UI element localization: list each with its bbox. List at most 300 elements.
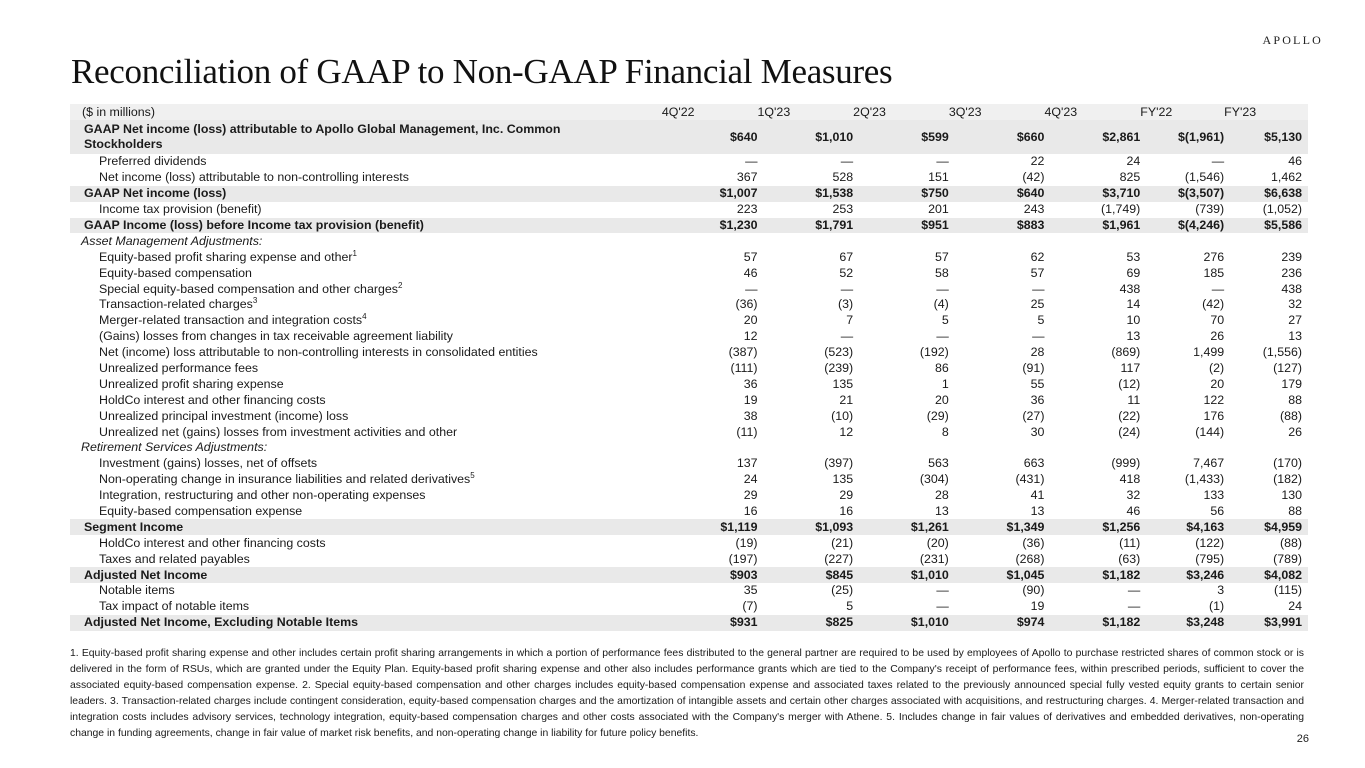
row-label <box>70 218 662 234</box>
cell-value: 151 <box>928 170 949 185</box>
cell-value: 67 <box>839 249 854 264</box>
row-label <box>70 504 662 520</box>
row-label-text: Net income (loss) attributable to non-controlling interests <box>99 170 409 185</box>
row-label <box>70 120 662 154</box>
cell-value: 276 <box>1203 249 1225 264</box>
section-header-row <box>70 233 1308 249</box>
cell-value: (268) <box>1015 551 1045 566</box>
column-header-1q23: 1Q'23 <box>758 104 854 120</box>
cell-value: $1,010 <box>758 120 854 154</box>
cell-value: 38 <box>743 408 758 423</box>
page-number: 26 <box>1296 733 1309 745</box>
column-header-fy23: FY'23 <box>1224 104 1308 120</box>
column-header-4q23: 4Q'23 <box>1044 104 1140 120</box>
table-row <box>70 551 1308 567</box>
row-label-text: Segment Income <box>84 519 184 534</box>
cell-value: 10 <box>1126 313 1141 328</box>
cell-value: $1,010 <box>853 567 949 583</box>
column-header-fy22: FY'22 <box>1140 104 1224 120</box>
cell-value: (869) <box>1111 345 1141 360</box>
row-label-text: HoldCo interest and other financing costs <box>99 392 326 407</box>
cell-value: $(1,961) <box>1140 120 1224 154</box>
cell-value: — <box>1127 599 1141 614</box>
cell-value: $1,007 <box>662 186 758 202</box>
cell-value: 30 <box>1030 424 1045 439</box>
row-label-text: Integration, restructuring and other non-operating expenses <box>99 488 426 503</box>
table-row <box>70 329 1308 345</box>
row-label <box>70 249 662 265</box>
cell-value: (1) <box>1209 599 1225 614</box>
table-row <box>70 249 1308 265</box>
cell-value: 20 <box>1210 376 1225 391</box>
row-label-text: Notable items <box>99 583 175 598</box>
cell-value: — <box>936 154 949 169</box>
cell-value: $825 <box>758 615 854 631</box>
cell-value: 24 <box>1288 599 1302 614</box>
cell-value: 8 <box>941 424 949 439</box>
cell-value: $640 <box>662 120 758 154</box>
cell-value: (10) <box>831 408 854 423</box>
cell-value <box>853 440 949 456</box>
cell-value: $1,961 <box>1044 218 1140 234</box>
cell-value: $1,093 <box>758 519 854 535</box>
cell-value: (999) <box>1111 456 1141 471</box>
cell-value: 11 <box>1127 392 1141 407</box>
table-row <box>70 488 1308 504</box>
cell-value: 137 <box>736 456 758 471</box>
footnote-marker: 3 <box>252 296 258 306</box>
table-row <box>70 472 1308 488</box>
row-label-text: Income tax provision (benefit) <box>99 202 262 217</box>
cell-value: 825 <box>1119 170 1141 185</box>
cell-value: (11) <box>736 424 758 439</box>
cell-value <box>1224 440 1308 456</box>
cell-value: (387) <box>728 345 758 360</box>
cell-value: 12 <box>839 424 854 439</box>
cell-value: — <box>936 281 949 296</box>
row-label <box>70 599 662 615</box>
row-label <box>70 472 662 488</box>
cell-value: (42) <box>1022 170 1045 185</box>
apollo-logo: APOLLO <box>1262 33 1323 47</box>
cell-value: $1,119 <box>662 519 758 535</box>
cell-value: 3 <box>1217 583 1225 598</box>
cell-value: 46 <box>1126 504 1141 519</box>
subtotal-row <box>70 120 1308 154</box>
cell-value <box>758 440 854 456</box>
row-label <box>70 408 662 424</box>
cell-value: $(3,507) <box>1140 186 1224 202</box>
cell-value: 223 <box>736 202 758 217</box>
row-label-text: Merger-related transaction and integration costs <box>99 313 363 328</box>
cell-value: 22 <box>1030 154 1045 169</box>
cell-value: (1,556) <box>1262 345 1302 360</box>
row-label <box>70 154 662 170</box>
row-label <box>70 361 662 377</box>
cell-value: 563 <box>928 456 949 471</box>
cell-value: 26 <box>1288 424 1302 439</box>
cell-value: $(4,246) <box>1140 218 1224 234</box>
cell-value <box>1044 440 1140 456</box>
cell-value <box>949 233 1045 249</box>
cell-value: (122) <box>1195 535 1225 550</box>
row-label <box>70 186 662 202</box>
cell-value: 28 <box>935 488 949 503</box>
cell-value <box>1224 233 1308 249</box>
cell-value: 52 <box>839 265 854 280</box>
cell-value: 46 <box>1288 154 1302 169</box>
cell-value: 88 <box>1288 504 1302 519</box>
row-label <box>70 170 662 186</box>
cell-value: $750 <box>853 186 949 202</box>
cell-value <box>662 440 758 456</box>
row-label-text: Non-operating change in insurance liabilities and related derivatives <box>99 472 471 487</box>
cell-value: 5 <box>1037 313 1045 328</box>
row-label <box>70 583 662 599</box>
cell-value: (111) <box>730 361 758 376</box>
cell-value: $4,163 <box>1140 519 1224 535</box>
row-label <box>70 456 662 472</box>
cell-value: 130 <box>1281 488 1302 503</box>
cell-value: 56 <box>1210 504 1225 519</box>
cell-value: (523) <box>824 345 854 360</box>
cell-value: $5,130 <box>1224 120 1308 154</box>
row-label-text: Unrealized profit sharing expense <box>99 376 284 391</box>
cell-value: (21) <box>831 535 854 550</box>
subtotal-row <box>70 519 1308 535</box>
row-label <box>70 424 662 440</box>
cell-value <box>1044 233 1140 249</box>
row-label-text: Unrealized net (gains) losses from investment activities and other <box>99 424 458 439</box>
cell-value: (795) <box>1195 551 1225 566</box>
cell-value: 32 <box>1126 488 1141 503</box>
cell-value: (170) <box>1273 456 1302 471</box>
cell-value: — <box>1211 281 1225 296</box>
cell-value: 1 <box>941 376 949 391</box>
table-row <box>70 170 1308 186</box>
row-label <box>70 202 662 218</box>
section-header-row <box>70 440 1308 456</box>
cell-value: 55 <box>1030 376 1045 391</box>
cell-value: — <box>840 281 854 296</box>
cell-value: (20) <box>926 535 949 550</box>
cell-value: 1,499 <box>1193 345 1225 360</box>
cell-value: (231) <box>919 551 949 566</box>
cell-value: (182) <box>1273 472 1302 487</box>
row-label-text: Net (income) loss attributable to non-controlling interests in consolidated entities <box>99 345 538 360</box>
cell-value: 5 <box>941 313 949 328</box>
cell-value: (90) <box>1022 583 1045 598</box>
footnote-marker: 1 <box>352 248 357 258</box>
cell-value: 21 <box>839 392 854 407</box>
cell-value: — <box>840 154 854 169</box>
table-body <box>70 120 1308 631</box>
cell-value: — <box>840 329 854 344</box>
cell-value: 7 <box>846 313 854 328</box>
row-label-text: GAAP Income (loss) before Income tax provision (benefit) <box>84 218 424 232</box>
row-label-text: Equity-based profit sharing expense and other <box>99 249 353 264</box>
row-label-text: Transaction-related charges <box>99 297 253 312</box>
cell-value: (197) <box>728 551 758 566</box>
table-row <box>70 392 1308 408</box>
cell-value: 663 <box>1023 456 1045 471</box>
subtotal-row <box>70 615 1308 631</box>
cell-value: 28 <box>1030 345 1045 360</box>
cell-value: — <box>936 583 949 598</box>
subtotal-row <box>70 567 1308 583</box>
cell-value: 69 <box>1126 265 1141 280</box>
cell-value: $3,710 <box>1044 186 1140 202</box>
row-label <box>70 519 662 535</box>
cell-value: 35 <box>743 583 758 598</box>
cell-value: 13 <box>1126 329 1141 344</box>
cell-value: 201 <box>928 202 949 217</box>
cell-value: $4,959 <box>1224 519 1308 535</box>
cell-value: — <box>1032 281 1045 296</box>
cell-value: (27) <box>1022 408 1045 423</box>
cell-value: $1,256 <box>1044 519 1140 535</box>
cell-value: 57 <box>743 249 758 264</box>
cell-value: (63) <box>1118 551 1141 566</box>
row-label <box>70 281 662 297</box>
table-row <box>70 408 1308 424</box>
cell-value: 62 <box>1030 249 1045 264</box>
table-row <box>70 361 1308 377</box>
table-row <box>70 297 1308 313</box>
cell-value: 7,467 <box>1193 456 1225 471</box>
cell-value: 36 <box>743 376 758 391</box>
cell-value: — <box>936 599 949 614</box>
cell-value <box>1140 233 1224 249</box>
cell-value <box>662 233 758 249</box>
row-label-text: HoldCo interest and other financing costs <box>99 535 326 550</box>
cell-value: 26 <box>1210 329 1225 344</box>
cell-value: $1,349 <box>949 519 1045 535</box>
cell-value: (1,433) <box>1184 472 1225 487</box>
cell-value: $845 <box>758 567 854 583</box>
cell-value: (1,749) <box>1101 202 1141 217</box>
row-label <box>70 567 662 583</box>
row-label <box>70 440 662 456</box>
row-label <box>70 329 662 345</box>
cell-value: (36) <box>735 297 758 312</box>
table-row <box>70 535 1308 551</box>
row-label-text: GAAP Net income (loss) <box>84 186 227 201</box>
cell-value: — <box>1127 583 1141 598</box>
table-row <box>70 265 1308 281</box>
cell-value: (36) <box>1022 535 1045 550</box>
cell-value: 57 <box>1030 265 1045 280</box>
cell-value: (1,052) <box>1262 202 1302 217</box>
row-label <box>70 376 662 392</box>
cell-value: 25 <box>1030 297 1045 312</box>
cell-value: 418 <box>1119 472 1141 487</box>
cell-value: 20 <box>935 392 949 407</box>
row-label <box>70 297 662 313</box>
cell-value: 528 <box>832 170 854 185</box>
cell-value: $1,182 <box>1044 567 1140 583</box>
column-header-3q23: 3Q'23 <box>949 104 1045 120</box>
cell-value: 88 <box>1288 392 1302 407</box>
cell-value: (192) <box>919 345 949 360</box>
cell-value <box>758 233 854 249</box>
cell-value: 29 <box>839 488 854 503</box>
cell-value: (25) <box>831 583 854 598</box>
cell-value: — <box>1211 154 1225 169</box>
row-label-text: GAAP Net income (loss) attributable to Apollo Global Management, Inc. Common Stockholders <box>84 122 561 151</box>
cell-value: 57 <box>935 249 949 264</box>
row-label <box>70 615 662 631</box>
row-label <box>70 535 662 551</box>
table-row <box>70 599 1308 615</box>
table-row <box>70 376 1308 392</box>
cell-value: (29) <box>926 408 949 423</box>
cell-value: $4,082 <box>1224 567 1308 583</box>
cell-value: (431) <box>1015 472 1045 487</box>
cell-value: 438 <box>1281 281 1302 296</box>
cell-value: $3,246 <box>1140 567 1224 583</box>
cell-value: (739) <box>1195 202 1225 217</box>
reconciliation-table <box>70 104 1308 631</box>
cell-value: $6,638 <box>1224 186 1308 202</box>
table-row <box>70 313 1308 329</box>
cell-value: $660 <box>949 120 1045 154</box>
cell-value: $1,261 <box>853 519 949 535</box>
cell-value: 53 <box>1126 249 1141 264</box>
cell-value: 117 <box>1120 361 1141 376</box>
cell-value: $951 <box>853 218 949 234</box>
cell-value: 13 <box>1030 504 1045 519</box>
row-label <box>70 313 662 329</box>
cell-value: 16 <box>839 504 854 519</box>
cell-value: $1,045 <box>949 567 1045 583</box>
table-row <box>70 281 1308 297</box>
cell-value: 5 <box>846 599 854 614</box>
table-row <box>70 456 1308 472</box>
cell-value: 58 <box>935 265 949 280</box>
cell-value: $1,538 <box>758 186 854 202</box>
row-label-text: Special equity-based compensation and other charges <box>99 281 398 296</box>
row-label-text: Preferred dividends <box>99 154 207 169</box>
cell-value: — <box>1032 329 1045 344</box>
cell-value: 135 <box>832 472 854 487</box>
cell-value: (127) <box>1273 361 1302 376</box>
row-label-text: Investment (gains) losses, net of offsets <box>99 456 318 471</box>
cell-value: 367 <box>736 170 758 185</box>
footnote-marker: 5 <box>470 471 475 481</box>
cell-value: (397) <box>824 456 854 471</box>
cell-value: 36 <box>1030 392 1045 407</box>
subtotal-row <box>70 218 1308 234</box>
cell-value: (115) <box>1273 583 1302 598</box>
row-label-text: Retirement Services Adjustments: <box>81 440 268 455</box>
row-label-text: Taxes and related payables <box>99 551 250 566</box>
cell-value: (12) <box>1118 376 1141 391</box>
subtotal-row <box>70 186 1308 202</box>
row-label-text: Equity-based compensation expense <box>99 504 303 519</box>
table-row <box>70 154 1308 170</box>
table-row <box>70 345 1308 361</box>
cell-value: (88) <box>1279 408 1302 423</box>
cell-value: (19) <box>735 535 758 550</box>
cell-value: $903 <box>662 567 758 583</box>
cell-value: $1,010 <box>853 615 949 631</box>
cell-value: $931 <box>662 615 758 631</box>
cell-value: 46 <box>743 265 758 280</box>
column-header-2q23: 2Q'23 <box>853 104 949 120</box>
cell-value: 16 <box>743 504 758 519</box>
cell-value: — <box>745 281 758 296</box>
cell-value: (91) <box>1022 361 1045 376</box>
row-label <box>70 265 662 281</box>
row-label <box>70 392 662 408</box>
cell-value: — <box>936 329 949 344</box>
cell-value: (42) <box>1202 297 1225 312</box>
page-title: Reconciliation of GAAP to Non-GAAP Financial Measures <box>71 52 893 91</box>
cell-value: 185 <box>1203 265 1225 280</box>
cell-value: (789) <box>1273 551 1302 566</box>
cell-value: $883 <box>949 218 1045 234</box>
cell-value: (88) <box>1279 535 1302 550</box>
footnotes: 1. Equity-based profit sharing expense and other includes certain profit sharing arrangements in which a portion of performance fees distributed to the general partner are required to be used by employees of Apollo to purchase restricted shares of common stock or is delivered in the form of RSUs, which are granted under the Equity Plan. Equity-based profit sharing expense and other also includes performance grants which are tied to the Company's receipt of performance fees, within prescribed periods, sufficient to cover the associated equity-based compensation expense. 2. Special equity-based compensation and other charges includes equity-based compensation expense and associated taxes related to the previously announced special fully vested equity grants to certain senior leaders. 3. Transaction-related charges include contingent consideration, equity-based compensation charges and the amortization of intangible assets and certain other charges associated with acquisitions, and restructuring charges. 4. Merger-related transaction and integration costs includes advisory services, technology integration, equity-based compensation charges and other costs associated with the Company's merger with Athene. 5. Includes change in fair values of derivatives and embedded derivatives, non-operating change in funding agreements, change in fair value of market risk benefits, and non-operating change in liability for future policy benefits. <box>70 648 1304 739</box>
cell-value: 20 <box>743 313 758 328</box>
table-header-row <box>70 104 1308 120</box>
cell-value: (144) <box>1195 424 1225 439</box>
row-label <box>70 233 662 249</box>
row-label-text: Equity-based compensation <box>99 265 252 280</box>
row-label <box>70 488 662 504</box>
cell-value: 438 <box>1119 281 1141 296</box>
row-label <box>70 345 662 361</box>
cell-value: (304) <box>919 472 949 487</box>
unit-label: ($ in millions) <box>70 104 662 120</box>
cell-value: (1,546) <box>1184 170 1225 185</box>
table-row <box>70 583 1308 599</box>
row-label-text: Tax impact of notable items <box>99 599 250 614</box>
row-label-text: (Gains) losses from changes in tax receivable agreement liability <box>99 329 453 344</box>
cell-value: 41 <box>1030 488 1045 503</box>
table-row <box>70 424 1308 440</box>
row-label-text: Adjusted Net Income, Excluding Notable Items <box>84 615 359 630</box>
cell-value: 24 <box>1126 154 1141 169</box>
cell-value: (2) <box>1209 361 1225 376</box>
cell-value: $5,586 <box>1224 218 1308 234</box>
cell-value: 24 <box>743 472 758 487</box>
cell-value: 13 <box>1288 329 1302 344</box>
cell-value: $599 <box>853 120 949 154</box>
cell-value: (22) <box>1118 408 1141 423</box>
row-label-text: Adjusted Net Income <box>84 567 208 582</box>
cell-value: (3) <box>838 297 854 312</box>
cell-value: 19 <box>1030 599 1045 614</box>
cell-value: 176 <box>1203 408 1225 423</box>
footnote-marker: 4 <box>362 312 367 322</box>
cell-value: 12 <box>743 329 758 344</box>
cell-value: $640 <box>949 186 1045 202</box>
cell-value: $3,248 <box>1140 615 1224 631</box>
cell-value: $3,991 <box>1224 615 1308 631</box>
table-row <box>70 202 1308 218</box>
cell-value: (227) <box>824 551 854 566</box>
footnote-marker: 2 <box>397 280 403 290</box>
cell-value: $1,230 <box>662 218 758 234</box>
cell-value: — <box>745 154 758 169</box>
cell-value <box>949 440 1045 456</box>
row-label-text: Unrealized performance fees <box>99 361 259 376</box>
cell-value <box>853 233 949 249</box>
cell-value: 19 <box>743 392 758 407</box>
cell-value: 239 <box>1281 249 1302 264</box>
